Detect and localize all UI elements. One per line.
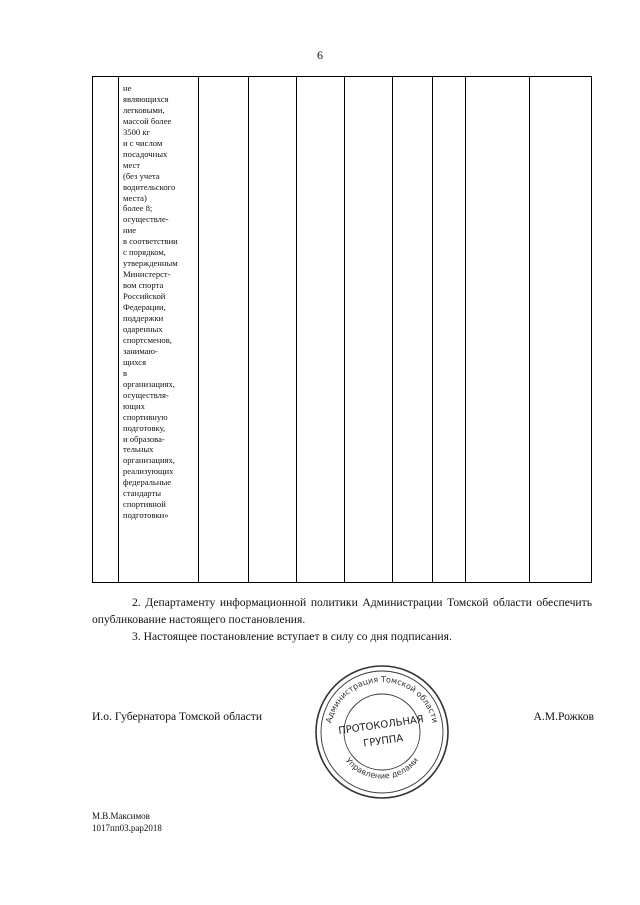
- cell-text-line: тельных: [123, 444, 154, 455]
- cell-text-line: спортсменов,: [123, 334, 172, 345]
- document-footer: [92, 810, 162, 834]
- paragraph-3: 3. Настоящее постановление вступает в силу со дня подписания.: [132, 630, 452, 643]
- official-stamp: [312, 660, 452, 805]
- cell-text-line: с порядком,: [123, 247, 166, 258]
- cell-text-line: организациях,: [123, 378, 175, 389]
- stamp-center-line2: ГРУППА: [362, 733, 404, 750]
- cell-text-line: подготовки»: [123, 510, 169, 521]
- cell-text-line: массой более: [123, 115, 172, 126]
- footer-author: М.В.Максимов: [92, 811, 150, 821]
- cell-text-line: в соответствии: [123, 236, 178, 247]
- cell-text-line: Федерации,: [123, 302, 166, 313]
- table-cell-empty: [297, 77, 345, 583]
- cell-text-line: и с числом: [123, 137, 163, 148]
- continuation-table: [92, 76, 592, 583]
- cell-text-line: одаренных: [123, 323, 163, 334]
- cell-text-line: (без учета: [123, 170, 160, 181]
- cell-text-line: места): [123, 192, 147, 203]
- cell-text-line: вом спорта: [123, 280, 164, 291]
- cell-text-line: ющих: [123, 400, 145, 411]
- cell-text-line: занимаю-: [123, 345, 158, 356]
- cell-text-line: 3500 кг: [123, 126, 151, 137]
- cell-description-text: [119, 77, 198, 521]
- cell-text-line: подготовку,: [123, 422, 166, 433]
- cell-text-line: и образова-: [123, 433, 165, 444]
- table-cell-empty: [93, 77, 119, 583]
- table-cell-empty: [393, 77, 433, 583]
- cell-text-line: водительского: [123, 181, 176, 192]
- cell-text-line: осуществля-: [123, 389, 169, 400]
- stamp-bottom-text: Управление делами: [343, 755, 421, 781]
- cell-text-line: реализующих: [123, 466, 174, 477]
- cell-text-line: Министерст-: [123, 269, 171, 280]
- cell-text-line: организациях,: [123, 455, 175, 466]
- footer-doc-code: 1017пп03.рар2018: [92, 823, 162, 833]
- table-cell-empty: [249, 77, 297, 583]
- cell-text-line: спортивную: [123, 411, 168, 422]
- table-cell-empty: [466, 77, 530, 583]
- cell-text-line: не: [123, 83, 132, 93]
- cell-text-line: щихся: [123, 356, 147, 367]
- cell-text-line: являющихся: [123, 93, 169, 104]
- cell-text-line: утвержденным: [123, 258, 178, 269]
- table-cell-empty: [345, 77, 393, 583]
- cell-text-line: посадочных: [123, 148, 168, 159]
- cell-text-line: мест: [123, 159, 141, 170]
- table-cell-empty: [530, 77, 592, 583]
- cell-text-line: федеральные: [123, 477, 172, 488]
- cell-text-line: более 8;: [123, 203, 153, 214]
- page-number: 6: [317, 48, 323, 62]
- cell-text-line: легковыми,: [123, 104, 165, 115]
- signature-position: И.о. Губернатора Томской области: [92, 710, 263, 723]
- cell-text-line: спортивной: [123, 499, 166, 510]
- cell-text-line: поддержки: [123, 313, 164, 324]
- cell-text-line: осуществле-: [123, 214, 169, 225]
- paragraph-2: 2. Департаменту информационной политики Администрации Томской области обеспечить опубликование настоящего постановления.: [92, 596, 592, 626]
- stamp-center-line1: ПРОТОКОЛЬНАЯ: [337, 714, 425, 737]
- cell-text-line: стандарты: [123, 488, 161, 499]
- cell-text-line: Российской: [123, 291, 166, 302]
- table-cell-description: [119, 77, 199, 583]
- cell-text-line: ние: [123, 225, 137, 236]
- cell-text-line: в: [123, 367, 128, 378]
- table-cell-empty: [433, 77, 466, 583]
- signature-name: А.М.Рожков: [533, 710, 594, 723]
- table-cell-empty: [199, 77, 249, 583]
- stamp-ring-text: Администрация Томской области: [324, 674, 440, 724]
